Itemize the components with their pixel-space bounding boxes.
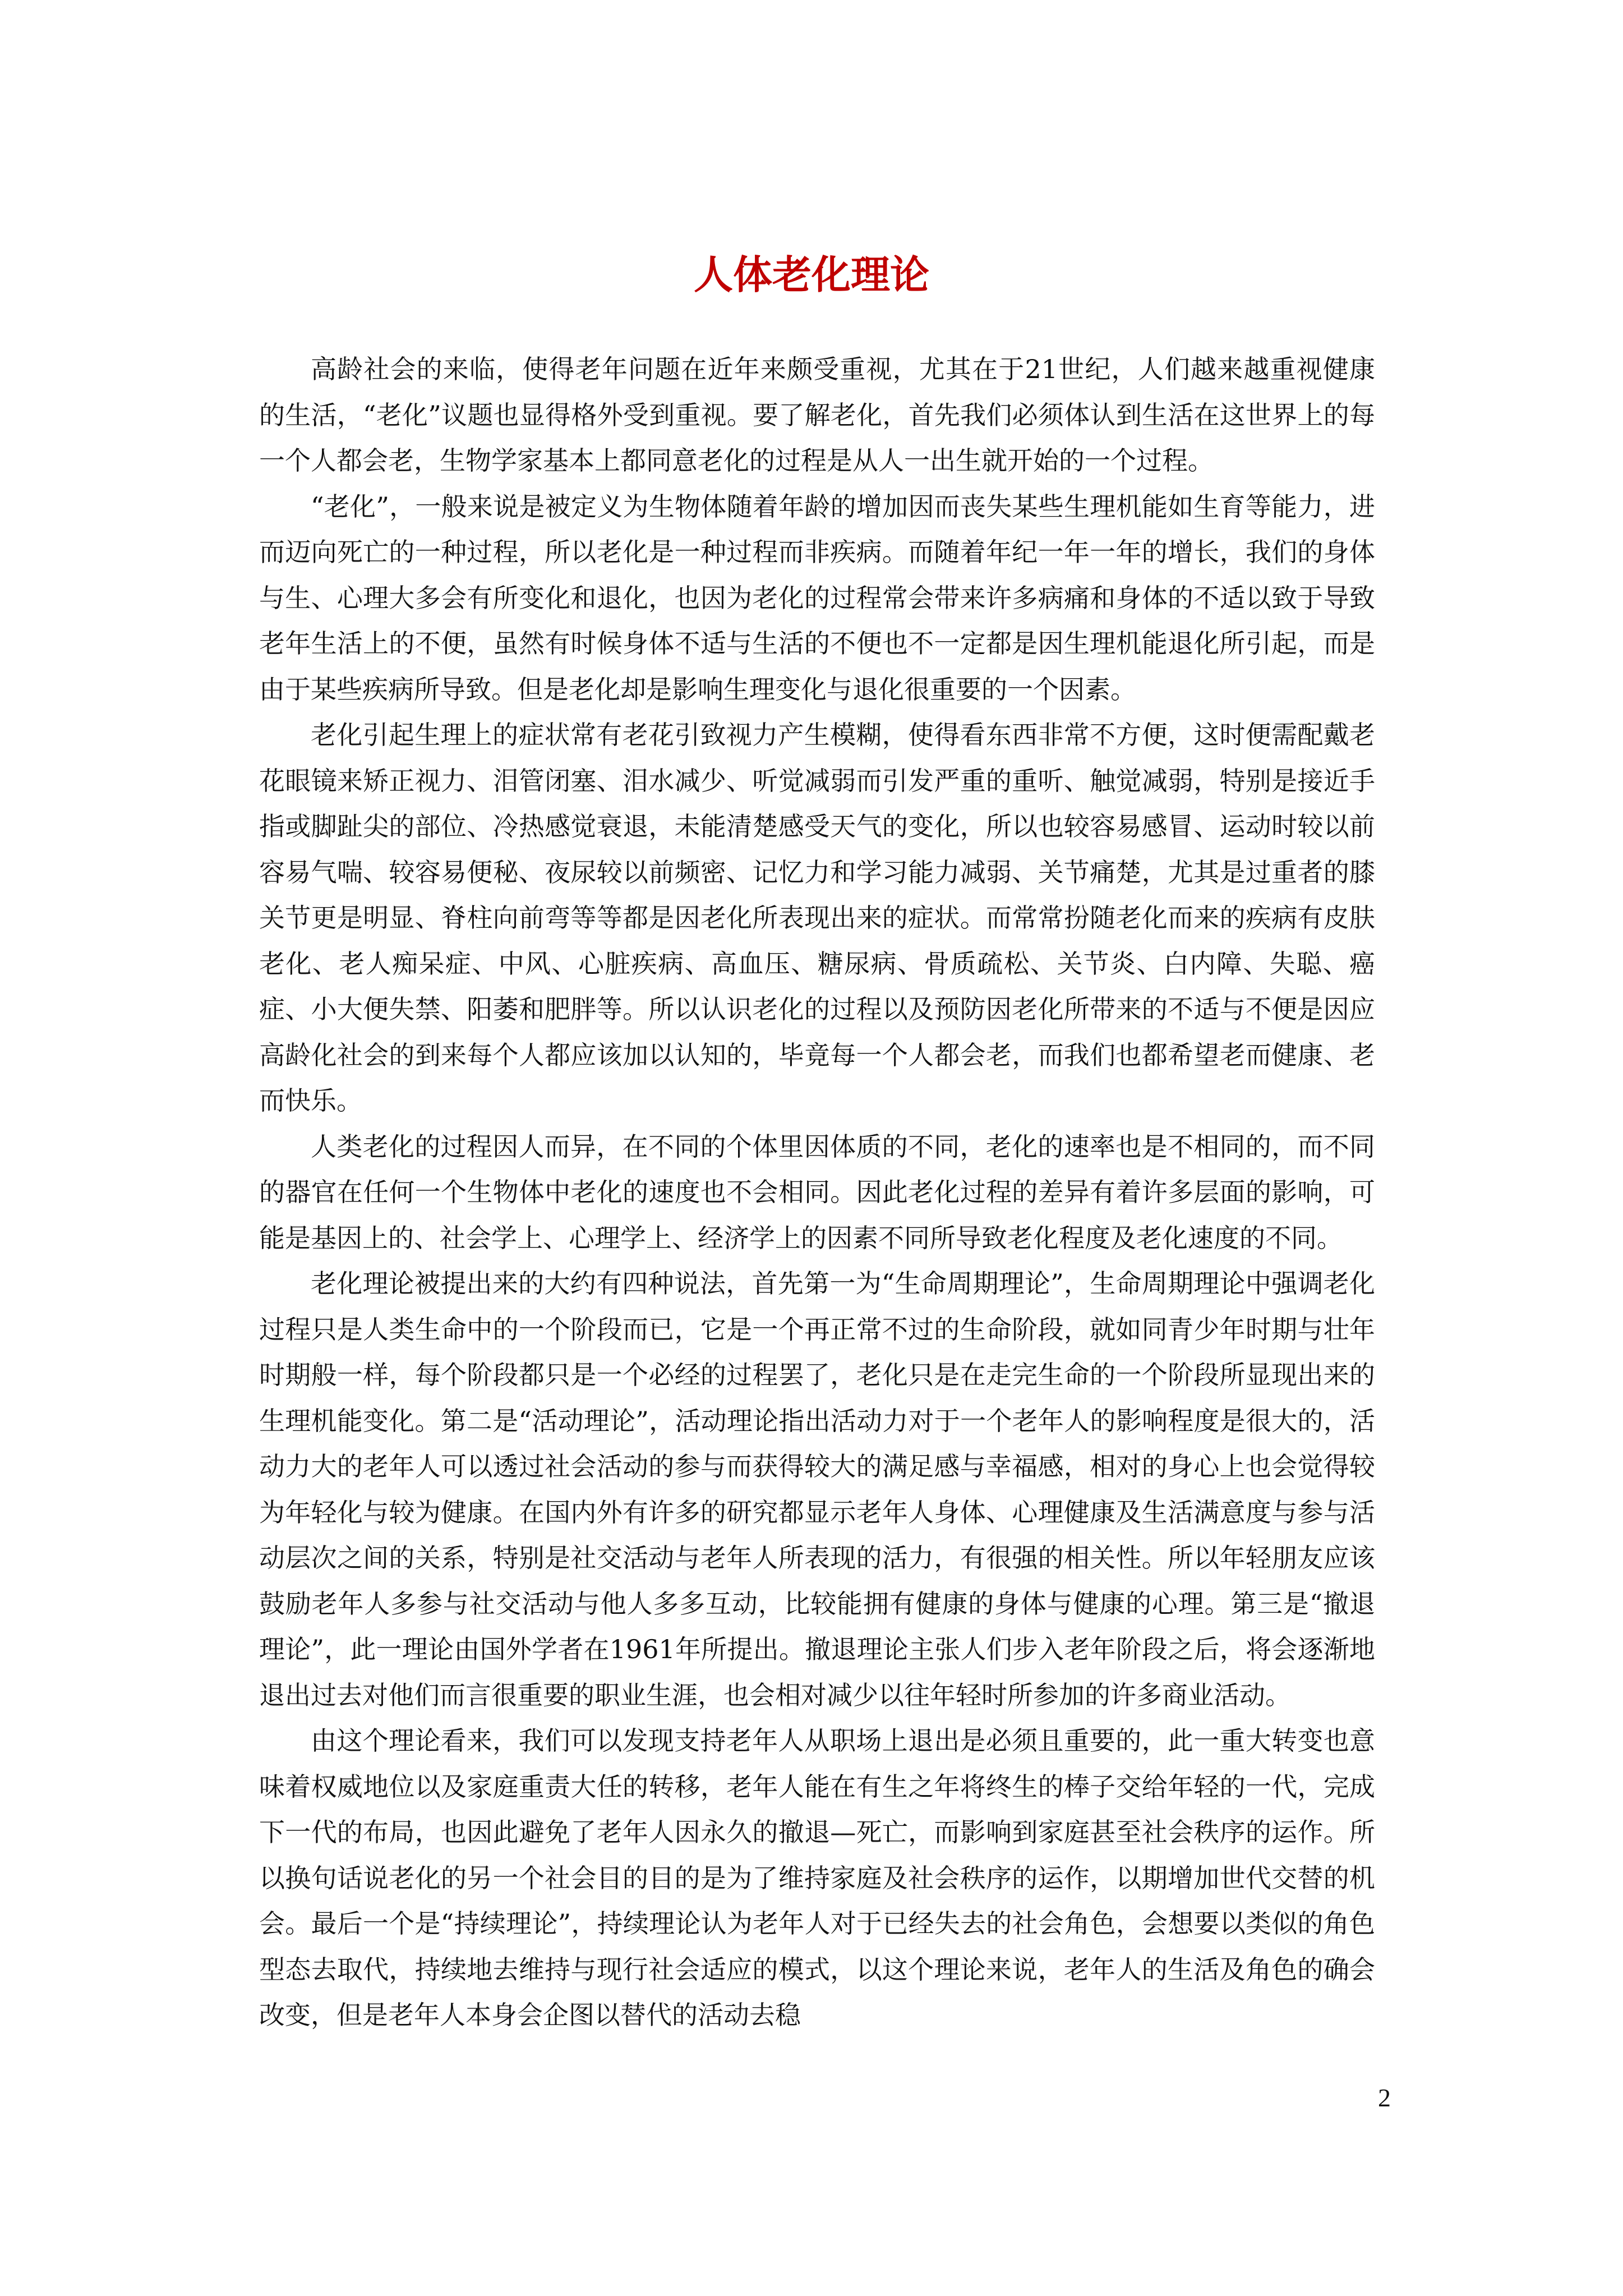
paragraph-5: 老化理论被提出来的大约有四种说法，首先第一为“生命周期理论”，生命周期理论中强调老化过程只是人类生命中的一个阶段而已，它是一个再正常不过的生命阶段，就如同青少年时期与壮年时期般一样，每个阶段都只是一个必经的过程罢了，老化只是在走完生命的一个阶段所显现出来的生理机能变化。第二是“活动理论”，活动理论指出活动力对于一个老年人的影响程度是很大的，活动力大的老年人可以透过社会活动的参与而获得较大的满足感与幸福感，相对的身心上也会觉得较为年轻化与较为健康。在国内外有许多的研究都显示老年人身体、心理健康及生活满意度与参与活动层次之间的关系，特别是社交活动与老年人所表现的活力，有很强的相关性。所以年轻朋友应该鼓励老年人多参与社交活动与他人多多互动，比较能拥有健康的身体与健康的心理。第三是“撤退理论”，此一理论由国外学者在1961年所提出。撤退理论主张人们步入老年阶段之后，将会逐渐地退出过去对他们而言很重要的职业生涯，也会相对减少以往年轻时所参加的许多商业活动。 (259, 1268, 1375, 1710)
paragraph-6: 由这个理论看来，我们可以发现支持老年人从职场上退出是必须且重要的，此一重大转变也意味着权威地位以及家庭重责大任的转移，老年人能在有生之年将终生的棒子交给年轻的一代，完成下一代的布局，也因此避免了老年人因永久的撤退—死亡，而影响到家庭甚至社会秩序的运作。所以换句话说老化的另一个社会目的目的是为了维持家庭及社会秩序的运作，以期增加世代交替的机会。最后一个是“持续理论”，持续理论认为老年人对于已经失去的社会角色，会想要以类似的角色型态去取代，持续地去维持与现行社会适应的模式，以这个理论来说，老年人的生活及角色的确会改变，但是老年人本身会企图以替代的活动去稳 (259, 1726, 1375, 2030)
paragraph-4: 人类老化的过程因人而异，在不同的个体里因体质的不同，老化的速率也是不相同的，而不同的器官在任何一个生物体中老化的速度也不会相同。因此老化过程的差异有着许多层面的影响，可能是基因上的、社会学上、心理学上、经济学上的因素不同所导致老化程度及老化速度的不同。 (259, 1131, 1375, 1253)
page-number: 2 (1378, 2083, 1391, 2112)
body-text (259, 347, 1375, 2039)
paragraph-3: 老化引起生理上的症状常有老花引致视力产生模糊，使得看东西非常不方便，这时便需配戴老花眼镜来矫正视力、泪管闭塞、泪水减少、听觉减弱而引发严重的重听、触觉减弱，特别是接近手指或脚趾尖的部位、冷热感觉衰退，未能清楚感受天气的变化，所以也较容易感冒、运动时较以前容易气喘、较容易便秘、夜尿较以前频密、记忆力和学习能力减弱、关节痛楚，尤其是过重者的膝关节更是明显、脊柱向前弯等等都是因老化所表现出来的症状。而常常扮随老化而来的疾病有皮肤老化、老人痴呆症、中风、心脏疾病、高血压、糖尿病、骨质疏松、关节炎、白内障、失聪、癌症、小大便失禁、阳萎和肥胖等。所以认识老化的过程以及预防因老化所带来的不适与不便是因应高龄化社会的到来每个人都应该加以认知的，毕竟每一个人都会老，而我们也都希望老而健康、老而快乐。 (259, 720, 1375, 1116)
paragraph-1: 高龄社会的来临，使得老年问题在近年来颇受重视，尤其在于21世纪，人们越来越重视健康的生活，“老化”议题也显得格外受到重视。要了解老化，首先我们必须体认到生活在这世界上的每一个人都会老，生物学家基本上都同意老化的过程是从人一出生就开始的一个过程。 (259, 354, 1375, 476)
paragraph-2: “老化”，一般来说是被定义为生物体随着年龄的增加因而丧失某些生理机能如生育等能力，进而迈向死亡的一种过程，所以老化是一种过程而非疾病。而随着年纪一年一年的增长，我们的身体与生、心理大多会有所变化和退化，也因为老化的过程常会带来许多病痛和身体的不适以致于导致老年生活上的不便，虽然有时候身体不适与生活的不便也不一定都是因生理机能退化所引起，而是由于某些疾病所导致。但是老化却是影响生理变化与退化很重要的一个因素。 (259, 491, 1375, 705)
page-title: 人体老化理论 (694, 251, 929, 298)
